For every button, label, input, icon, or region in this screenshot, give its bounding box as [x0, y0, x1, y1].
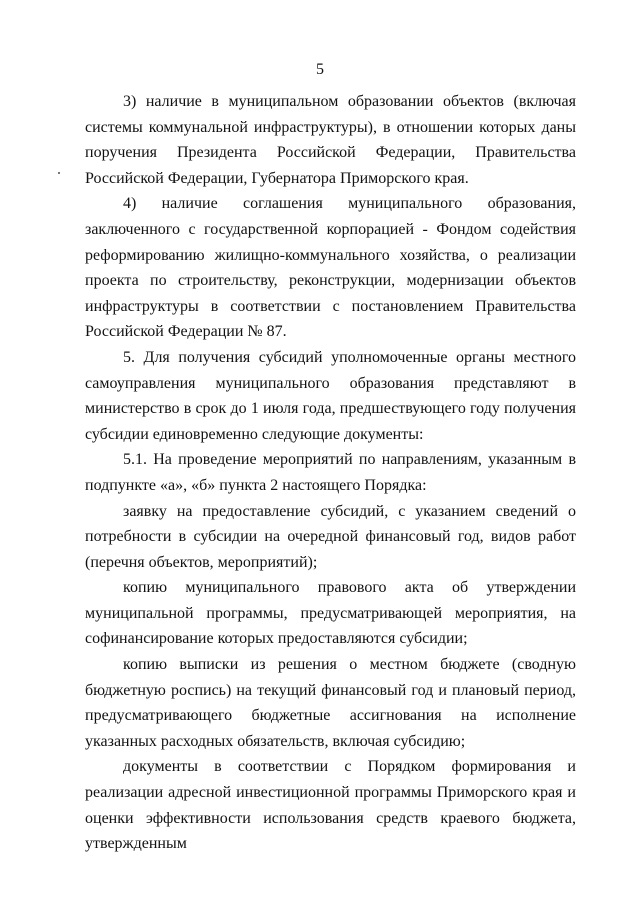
document-body [85, 89, 576, 857]
paragraph-item-4: 4) наличие соглашения муниципального образования, заключенного с государственной корпорацией - Фондом содействия реформированию жилищно-коммунального хозяйства, о реализации проекта по строительству, реконструкции, модернизации объектов инфраструктуры в соответствии с постановлением Правительства Российской Федерации № 87. [85, 195, 576, 341]
paragraph-documents: документы в соответствии с Порядком формирования и реализации адресной инвестиционной программы Приморского края и оценки эффективности использования средств краевого бюджета, утвержденным [85, 758, 576, 853]
paragraph-budget-extract-copy: копию выписки из решения о местном бюджете (сводную бюджетную роспись) на текущий финансовый год и плановый период, предусматривающего бюджетные ассигнования на исполнение указанных расходных обязательств, включая субсидию; [85, 656, 576, 750]
paragraph-municipal-act-copy: копию муниципального правового акта об утверждении муниципальной программы, предусматривающей мероприятия, на софинансирование которых предоставляются субсидии; [85, 579, 576, 648]
paragraph-section-5: 5. Для получения субсидий уполномоченные органы местного самоуправления муниципального образования представляют в министерство в срок до 1 июля года, предшествующего году получения субсидии единовременно следующие документы: [85, 348, 576, 443]
paragraph-section-5-1: 5.1. На проведение мероприятий по направлениям, указанным в подпункте «а», «б» пункта 2 настоящего Порядка: [85, 451, 576, 494]
margin-mark [58, 172, 60, 174]
paragraph-application: заявку на предоставление субсидий, с указанием сведений о потребности в субсидии на очередной финансовый год, видов работ (перечня объектов, мероприятий); [85, 502, 576, 571]
paragraph-item-3: 3) наличие в муниципальном образовании объектов (включая системы коммунальной инфраструктуры), в отношении которых даны поручения Президента Российской Федерации, Правительства Российской Федерации, Губернатора Приморского края. [85, 93, 576, 187]
page-number: 5 [316, 61, 324, 78]
